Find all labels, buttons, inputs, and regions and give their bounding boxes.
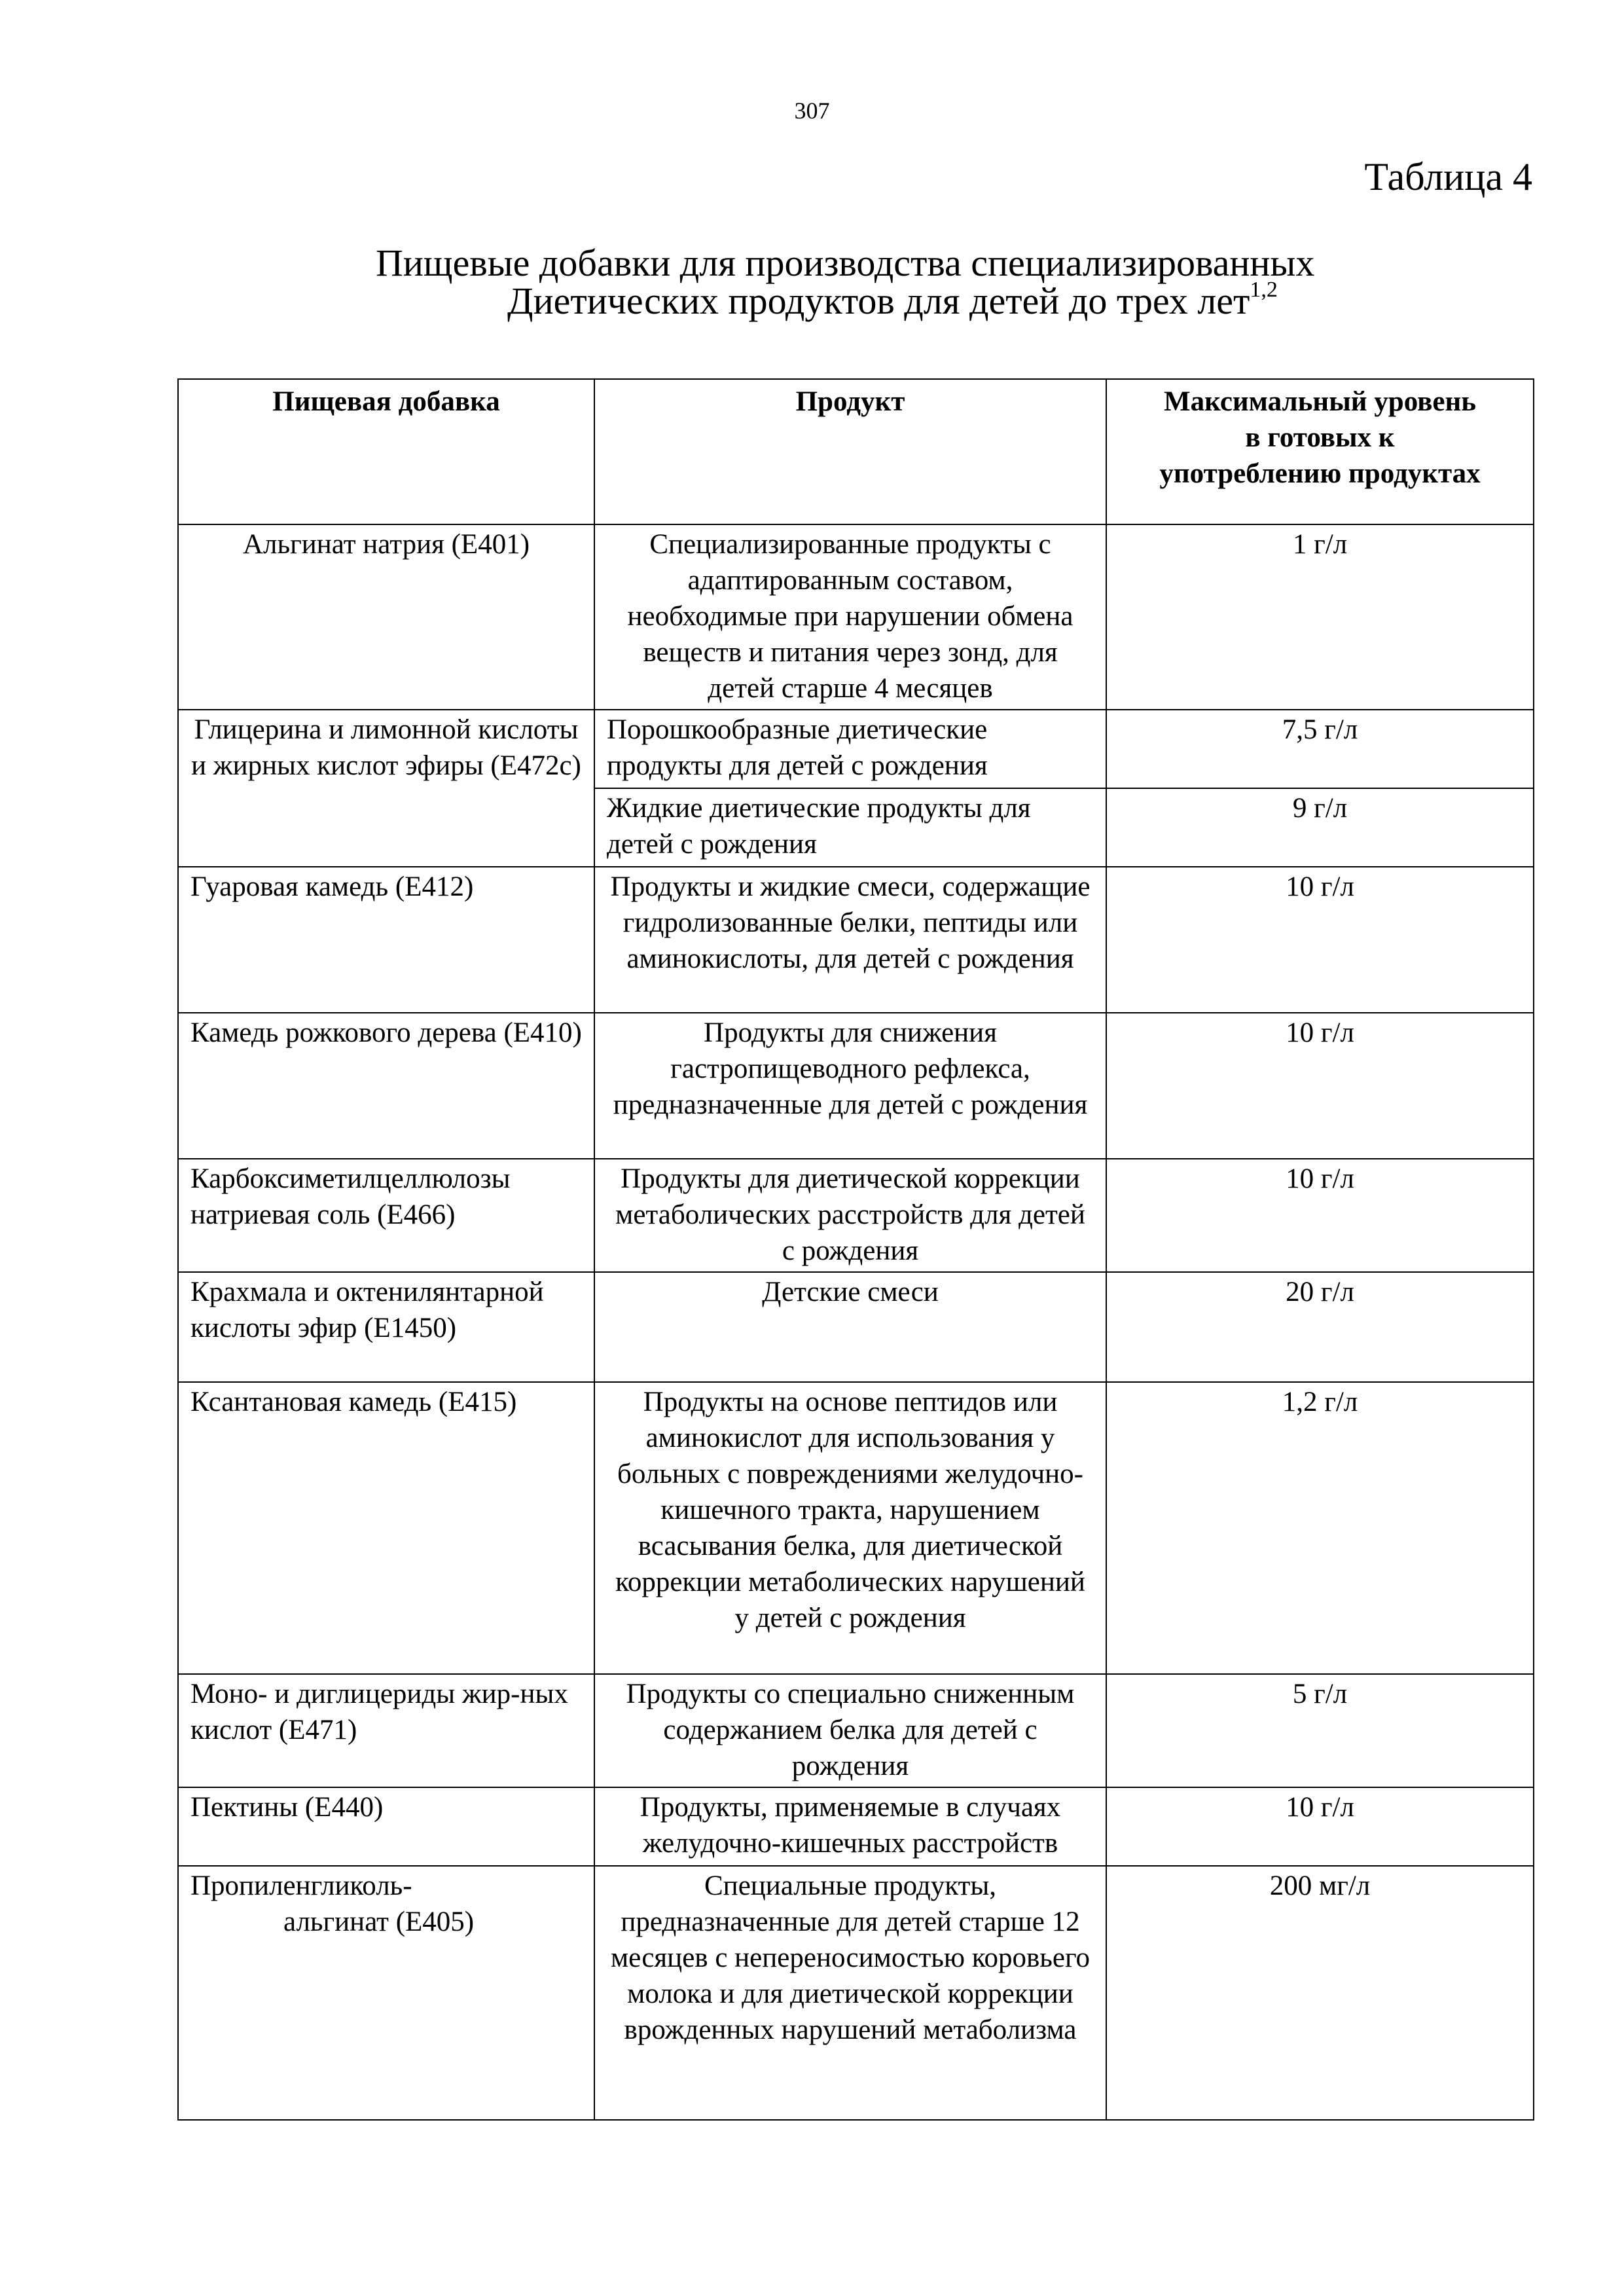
footnote-reference: 1,2	[1250, 278, 1278, 302]
cell-additive: Пектины (Е440)	[178, 1787, 594, 1866]
cell-product: Продукты и жидкие смеси, содержащие гидролизованные белки, пептиды или аминокислоты, для детей с рождения	[594, 867, 1106, 1013]
cell-additive: Крахмала и октенилянтарной кислоты эфир (Е1450)	[178, 1272, 594, 1382]
cell-product: Продукты со специально сниженным содержанием белка для детей с рождения	[594, 1674, 1106, 1787]
table-row	[178, 867, 1534, 1013]
cell-additive: Гуаровая камедь (Е412)	[178, 867, 594, 1013]
cell-additive: Моно- и диглицериды жир-ных кислот (Е471)	[178, 1674, 594, 1787]
cell-product: Специальные продукты, предназначенные для детей старше 12 месяцев с непереносимостью коровьего молока и для диетической коррекции врожденных нарушений метаболизма	[594, 1866, 1106, 2120]
cell-additive: Альгинат натрия (Е401)	[178, 524, 594, 710]
cell-level: 7,5 г/л	[1106, 710, 1534, 788]
cell-product: Детские смеси	[594, 1272, 1106, 1382]
cell-product: Жидкие диетические продукты для детей с рождения	[594, 788, 1106, 867]
cell-additive: Карбоксиметилцеллюлозы натриевая соль (Е466)	[178, 1159, 594, 1272]
cell-level: 1 г/л	[1106, 524, 1534, 710]
table-row	[178, 1674, 1534, 1787]
header-product: Продукт	[594, 379, 1106, 524]
cell-additive	[178, 1866, 594, 2120]
cell-level: 10 г/л	[1106, 867, 1534, 1013]
table-row	[178, 1272, 1534, 1382]
cell-additive: Ксантановая камедь (Е415)	[178, 1382, 594, 1674]
cell-level: 20 г/л	[1106, 1272, 1534, 1382]
cell-level: 1,2 г/л	[1106, 1382, 1534, 1674]
table-title-line-1: Пищевые добавки для производства специализированных	[376, 242, 1315, 284]
cell-product: Продукты, применяемые в случаях желудочно-кишечных расстройств	[594, 1787, 1106, 1866]
table-row	[178, 1382, 1534, 1674]
cell-additive-line-2: альгинат (Е405)	[283, 1906, 475, 1937]
page-number: 307	[794, 98, 830, 124]
table-row	[178, 1159, 1534, 1272]
cell-level: 200 мг/л	[1106, 1866, 1534, 2120]
cell-level: 10 г/л	[1106, 1159, 1534, 1272]
table-row	[178, 1013, 1534, 1159]
table-row	[178, 1787, 1534, 1866]
cell-additive: Глицерина и лимонной кислоты и жирных кислот эфиры (Е472с)	[178, 710, 594, 867]
table-row	[178, 1866, 1534, 2120]
cell-level: 10 г/л	[1106, 1787, 1534, 1866]
table-label: Таблица 4	[1364, 155, 1532, 198]
table-title-line-2	[507, 279, 1278, 323]
food-additives-table	[177, 378, 1534, 2121]
cell-additive: Камедь рожкового дерева (Е410)	[178, 1013, 594, 1159]
cell-additive-line-1: Пропиленгликоль-	[190, 1870, 412, 1901]
table-row	[178, 524, 1534, 710]
cell-level: 9 г/л	[1106, 788, 1534, 867]
cell-product: Специализированные продукты с адаптированным составом, необходимые при нарушении обмена веществ и питания через зонд, для детей старше 4 месяцев	[594, 524, 1106, 710]
cell-level: 10 г/л	[1106, 1013, 1534, 1159]
header-additive: Пищевая добавка	[178, 379, 594, 524]
cell-product: Продукты для снижения гастропищеводного рефлекса, предназначенные для детей с рождения	[594, 1013, 1106, 1159]
cell-level: 5 г/л	[1106, 1674, 1534, 1787]
table-title-line-2-text: Диетических продуктов для детей до трех лет	[507, 280, 1250, 322]
table-row	[178, 710, 1534, 788]
table-header-row	[178, 379, 1534, 524]
cell-product: Порошкообразные диетические продукты для детей с рождения	[594, 710, 1106, 788]
header-max-level: Максимальный уровень в готовых к употреблению продуктах	[1106, 379, 1534, 524]
cell-product: Продукты на основе пептидов или аминокислот для использования у больных с повреждениями желудочно-кишечного тракта, нарушением всасывания белка, для диетической коррекции метаболических нарушений у детей с рождения	[594, 1382, 1106, 1674]
cell-product: Продукты для диетической коррекции метаболических расстройств для детей с рождения	[594, 1159, 1106, 1272]
